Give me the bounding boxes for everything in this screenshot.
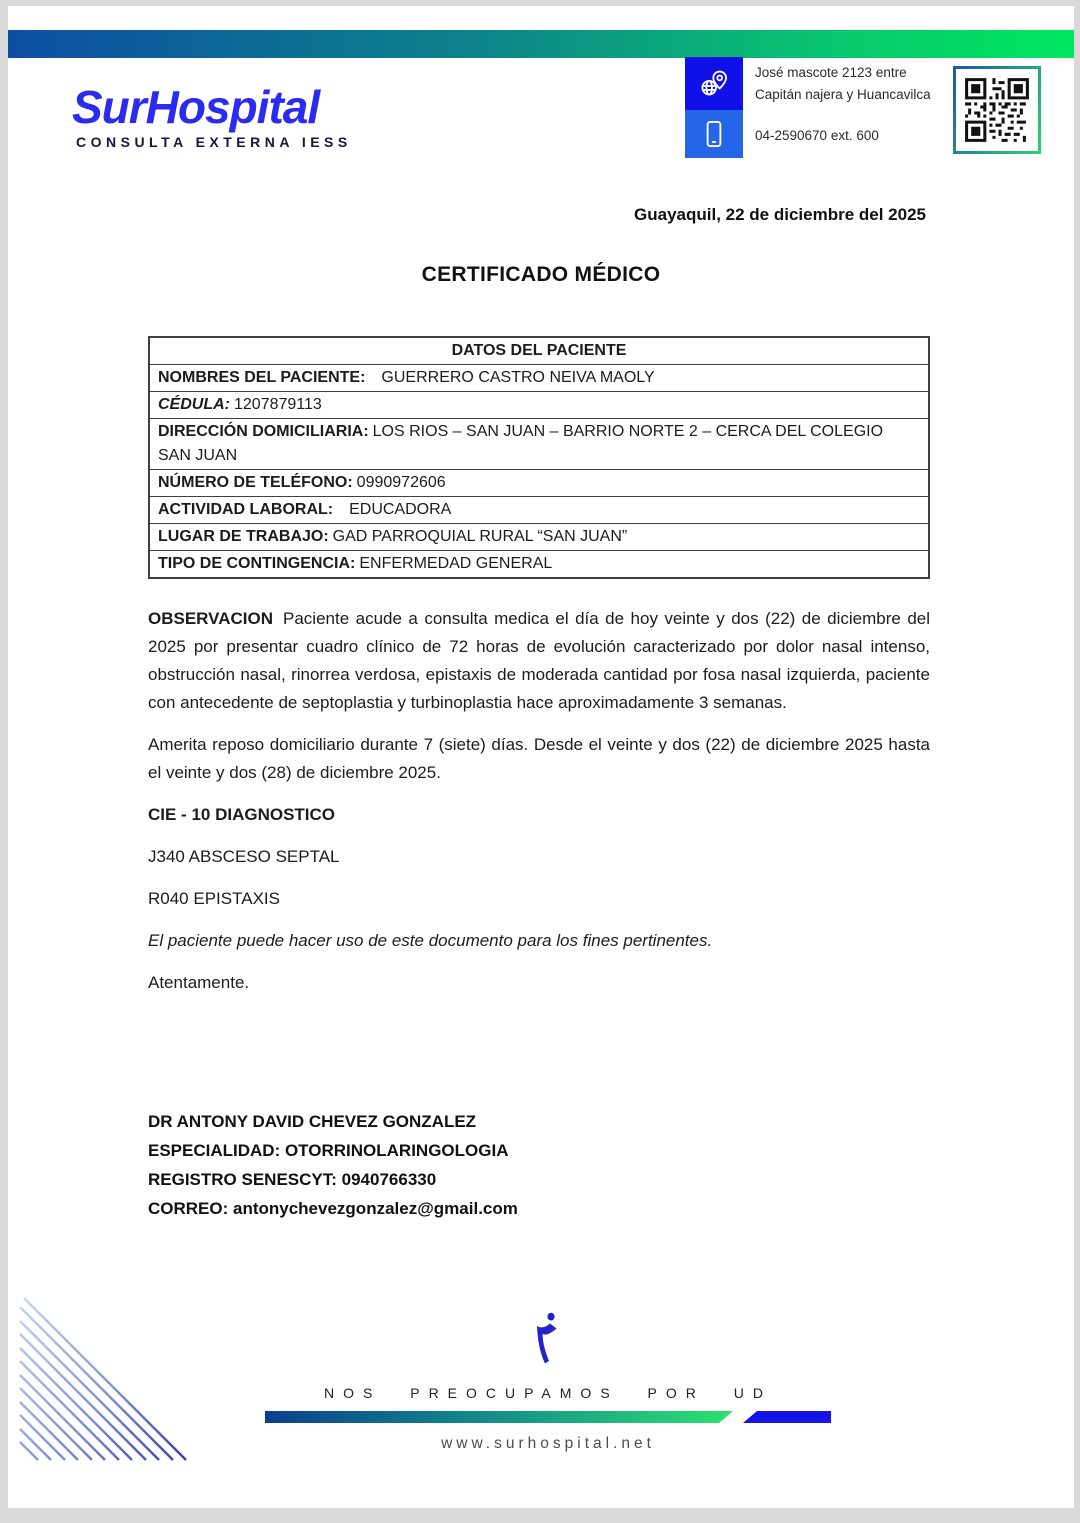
row-label: DIRECCIÓN DOMICILIARIA: [158,423,369,440]
doctor-registry: REGISTRO SENESCYT: 0940766330 [148,1170,437,1189]
observation-paragraph [148,605,930,717]
row-label: TIPO DE CONTINGENCIA: [158,555,356,572]
phone-icon [685,110,743,158]
row-value: ENFERMEDAD GENERAL [359,555,553,572]
footer-website: www.surhospital.net [441,1435,655,1452]
table-row [150,496,928,523]
doctor-name: DR ANTONY DAVID CHEVEZ GONZALEZ [148,1112,477,1131]
document-page [8,6,1074,1508]
rest-paragraph: Amerita reposo domiciliario durante 7 (siete) días. Desde el veinte y dos (22) de diciembre 2025 hasta el veinte y dos (28) de diciembre 2025. [148,735,930,782]
logo [72,82,352,150]
diagnosis-heading: CIE - 10 DIAGNOSTICO [148,805,336,824]
document-title: CERTIFICADO MÉDICO [421,263,661,286]
diagnosis-item: J340 ABSCESO SEPTAL [148,847,340,866]
qr-code [953,66,1041,154]
row-value: LOS RIOS – SAN JUAN – BARRIO NORTE 2 – CERCA DEL COLEGIO SAN JUAN [158,423,884,464]
table-row [150,550,928,577]
document-body [148,336,930,1223]
diagnosis-item: R040 EPISTAXIS [148,889,280,908]
logo-text: SurHospital [72,81,320,133]
row-value: 0990972606 [356,474,446,491]
contact-icon-tiles [685,57,743,158]
row-label: ACTIVIDAD LABORAL: [158,501,334,518]
location-pin-icon [685,57,743,110]
table-row [150,469,928,496]
footer-bar-gradient-segment [265,1411,733,1423]
footer-bar-gap [733,1411,743,1423]
doctor-signature-block [148,1107,930,1223]
row-label: LUGAR DE TRABAJO: [158,528,329,545]
header-gradient-bar [8,30,1074,58]
table-row [150,523,928,550]
usage-note: El paciente puede hacer uso de este documento para los fines pertinentes. [148,931,713,950]
table-header: DATOS DEL PACIENTE [451,342,627,359]
footer-bar-blue-segment [743,1411,831,1423]
observation-text: Paciente acude a consulta medica el día de hoy veinte y dos (22) de diciembre del 2025 por presentar cuadro clínico de 72 horas de evolución caracterizado por dolor nasal intenso, obstrucción nasal, rinorrea verdosa, epistaxis de moderada cantidad por fosa nasal izquierda, paciente con antecedente de septoplastia y turbinoplastia hace aproximadamente 3 semanas. [148,609,930,712]
date-line: Guayaquil, 22 de diciembre del 2025 [634,205,926,224]
table-row [150,364,928,391]
footer [263,1312,833,1453]
contact-text [755,57,931,158]
footer-gradient-bar [263,1411,833,1423]
salutation: Atentamente. [148,973,250,992]
doctor-specialty: ESPECIALIDAD: OTORRINOLARINGOLOGIA [148,1141,509,1160]
row-value: GAD PARROQUIAL RURAL “SAN JUAN” [332,528,628,545]
table-row [150,418,928,469]
row-label: NOMBRES DEL PACIENTE: [158,369,366,386]
address-line2: Capitán najera y Huancavilca [755,87,931,102]
doctor-email: CORREO: antonychevezgonzalez@gmail.com [148,1199,518,1218]
address-line1: José mascote 2123 entre [755,65,907,80]
footer-slogan: NOS PREOCUPAMOS POR UD [324,1385,772,1401]
contact-block [685,57,931,158]
logo-subtitle: CONSULTA EXTERNA IESS [76,133,352,150]
figure-icon [263,1312,833,1377]
table-row [150,391,928,418]
patient-data-table [148,336,930,579]
row-label: NÚMERO DE TELÉFONO: [158,474,353,491]
phone-number: 04-2590670 ext. 600 [755,128,879,143]
row-value: EDUCADORA [349,501,452,518]
row-value: GUERRERO CASTRO NEIVA MAOLY [381,369,655,386]
row-value: 1207879113 [234,396,322,413]
observation-label: OBSERVACION [148,609,274,628]
row-label: CÉDULA: [158,396,230,413]
diagonal-lines-decoration [14,1298,204,1471]
